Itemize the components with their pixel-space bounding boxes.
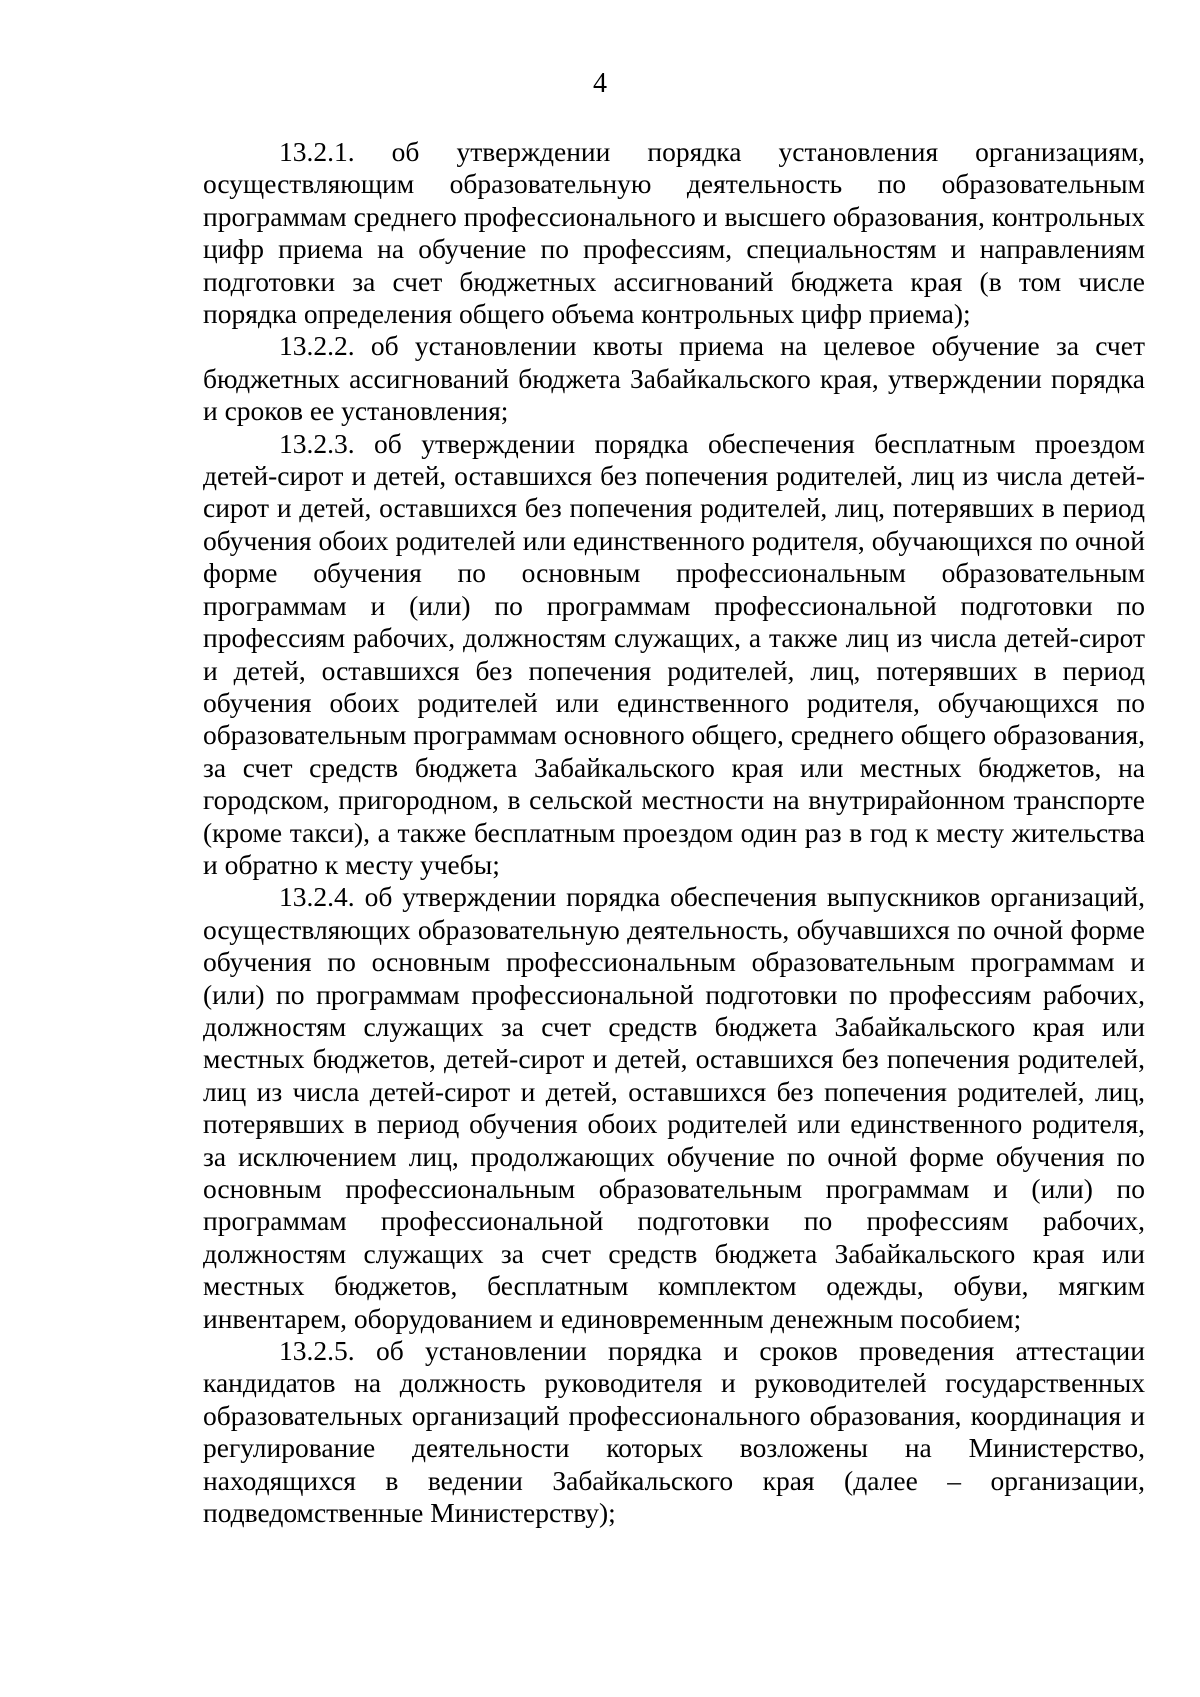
paragraph-13-2-5: 13.2.5. об установлении порядка и сроков проведения аттестации кандидатов на должность руководителя и руководителей государственных образовательных организаций профессионального образования, координация и регулирование деятельности которых возложены на Министерство, находящихся в ведении Забайкальского края (далее – организации, подведомственные Министерству); <box>203 1335 1145 1529</box>
document-body <box>203 136 1145 1529</box>
page-number: 4 <box>593 68 607 99</box>
paragraph-13-2-2: 13.2.2. об установлении квоты приема на целевое обучение за счет бюджетных ассигнований бюджета Забайкальского края, утверждении порядка и сроков ее установления; <box>203 330 1145 427</box>
paragraph-13-2-3: 13.2.3. об утверждении порядка обеспечения бесплатным проездом детей-сирот и детей, оставшихся без попечения родителей, лиц из числа детей-сирот и детей, оставшихся без попечения родителей, лиц, потерявших в период обучения обоих родителей или единственного родителя, обучающихся по очной форме обучения по основным профессиональным образовательным программам и (или) по программам профессиональной подготовки по профессиям рабочих, должностям служащих, а также лиц из числа детей-сирот и детей, оставшихся без попечения родителей, лиц, потерявших в период обучения обоих родителей или единственного родителя, обучающихся по образовательным программам основного общего, среднего общего образования, за счет средств бюджета Забайкальского края или местных бюджетов, на городском, пригородном, в сельской местности на внутрирайонном транспорте (кроме такси), а также бесплатным проездом один раз в год к месту жительства и обратно к месту учебы; <box>203 427 1145 880</box>
paragraph-13-2-4: 13.2.4. об утверждении порядка обеспечения выпускников организаций, осуществляющих образовательную деятельность, обучавшихся по очной форме обучения по основным профессиональным образовательным программам и (или) по программам профессиональной подготовки по профессиям рабочих, должностям служащих за счет средств бюджета Забайкальского края или местных бюджетов, детей-сирот и детей, оставшихся без попечения родителей, лиц из числа детей-сирот и детей, оставшихся без попечения родителей, лиц, потерявших в период обучения обоих родителей или единственного родителя, за исключением лиц, продолжающих обучение по очной форме обучения по основным профессиональным образовательным программам и (или) по программам профессиональной подготовки по профессиям рабочих, должностям служащих за счет средств бюджета Забайкальского края или местных бюджетов, бесплатным комплектом одежды, обуви, мягким инвентарем, оборудованием и единовременным денежным пособием; <box>203 881 1145 1334</box>
paragraph-13-2-1: 13.2.1. об утверждении порядка установления организациям, осуществляющим образовательную деятельность по образовательным программам среднего профессионального и высшего образования, контрольных цифр приема на обучение по профессиям, специальностям и направлениям подготовки за счет бюджетных ассигнований бюджета края (в том числе порядка определения общего объема контрольных цифр приема); <box>203 136 1145 330</box>
